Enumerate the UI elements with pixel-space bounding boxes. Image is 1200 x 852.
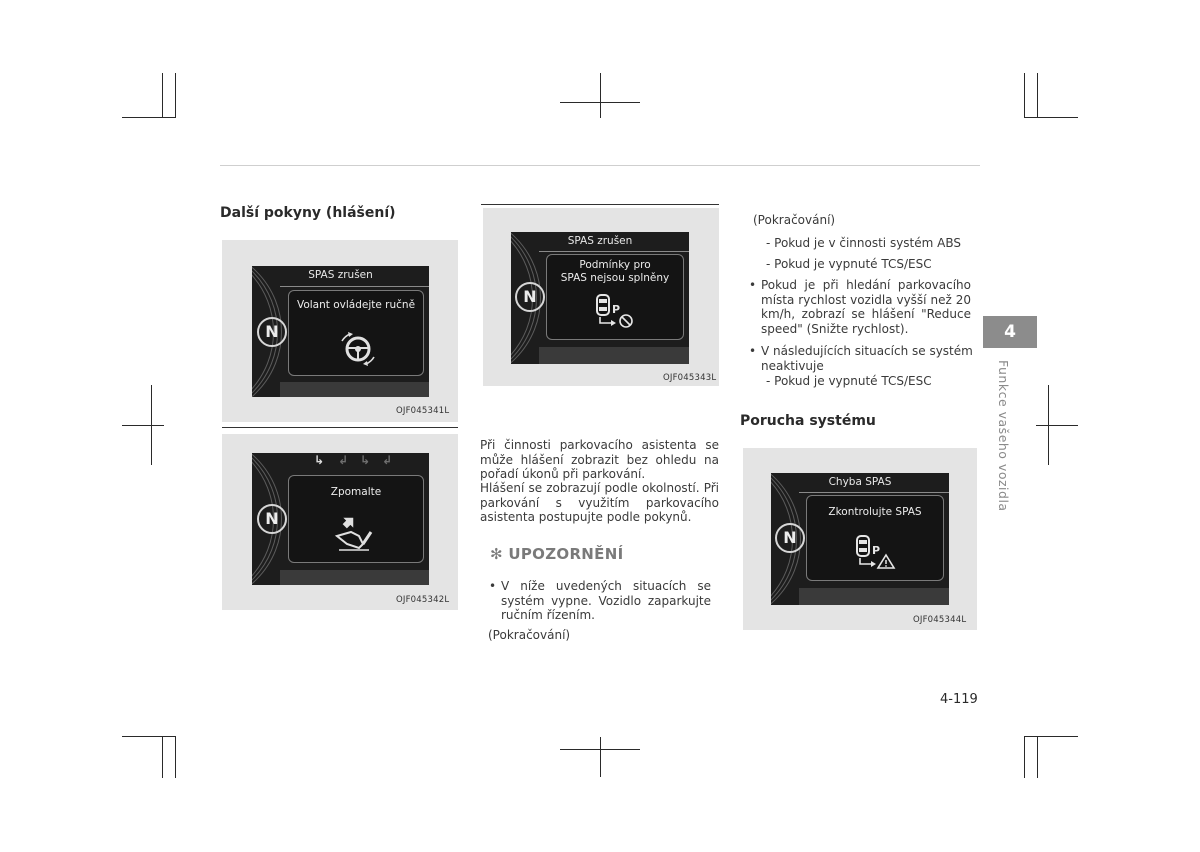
continued-note: (Pokračování) — [488, 628, 571, 642]
gear-indicator: N — [515, 282, 545, 312]
parking-prohibited-icon — [593, 293, 641, 331]
screen-message-line1: Podmínky pro — [579, 259, 651, 271]
bullet-item: V následujících situacích se systém neaktivuje — [761, 344, 973, 373]
screen-message: Zpomalte — [330, 486, 382, 498]
figure-1 — [222, 240, 458, 422]
bullet-dot: • — [489, 579, 497, 593]
screen-title: SPAS zrušen — [567, 235, 633, 247]
gear-indicator: N — [257, 317, 287, 347]
dash-item: - Pokud je vypnuté TCS/ESC — [766, 257, 932, 271]
parking-warning-icon — [853, 534, 901, 572]
figure-code: OJF045343L — [663, 373, 717, 383]
continued-note: (Pokračování) — [753, 213, 836, 227]
caution-bullet: V níže uvedených situacích se systém vypne. Vozidlo zaparkujte ručním řízením. — [501, 579, 711, 622]
figure-code: OJF045341L — [396, 406, 450, 416]
cluster-screen — [771, 473, 949, 605]
svg-text:P: P — [872, 544, 881, 557]
message-panel — [806, 495, 944, 581]
screen-title: SPAS zrušen — [308, 269, 373, 281]
cluster-screen — [511, 232, 689, 364]
bullet-dot: • — [749, 278, 757, 292]
screen-message: Volant ovládejte ručně — [296, 299, 416, 311]
figure-code: OJF045342L — [396, 595, 450, 605]
gear-indicator: N — [775, 523, 805, 553]
svg-text:P: P — [612, 303, 621, 316]
chapter-number: 4 — [983, 316, 1037, 348]
caution-title: UPOZORNĚNÍ — [508, 545, 624, 563]
caution-heading — [490, 545, 623, 563]
dash-item: - Pokud je vypnuté TCS/ESC — [766, 374, 932, 388]
gear-indicator: N — [257, 504, 287, 534]
brake-pedal-icon — [333, 514, 379, 554]
message-panel — [288, 475, 424, 563]
paragraph-1: Při činnosti parkovacího asistenta se může hlášení zobrazit bez ohledu na pořadí úkonů při parkování. — [480, 438, 719, 481]
figure-code: OJF045344L — [913, 615, 967, 625]
figure-2 — [222, 434, 458, 610]
bullet-item: Pokud je při hledání parkovacího místa rychlost vozidla vyšší než 20 km/h, zobrazí se hlášení "Reduce speed" (Snižte rychlost). — [761, 278, 971, 336]
bullet-dot: • — [749, 344, 757, 358]
arrow-step-1: ↳ — [314, 453, 325, 467]
page-number: 4-119 — [940, 692, 978, 707]
section-heading: Porucha systému — [740, 413, 876, 429]
cluster-screen — [252, 453, 429, 585]
paragraph-2: Hlášení se zobrazují podle okolností. Při parkování s využitím parkovacího asistenta postupujte podle pokynů. — [480, 481, 719, 524]
arrow-step-2: ↲ — [338, 453, 349, 467]
screen-message: Zkontrolujte SPAS — [828, 506, 922, 518]
screen-message-line2: SPAS nejsou splněny — [560, 272, 670, 284]
screen-title: Chyba SPAS — [828, 476, 892, 488]
figure-4 — [743, 448, 977, 630]
dash-item: - Pokud je v činnosti systém ABS — [766, 236, 961, 250]
chapter-title: Funkce vašeho vozidla — [996, 360, 1011, 512]
caution-symbol: ✻ — [490, 545, 503, 563]
arrow-step-4: ↲ — [382, 453, 393, 467]
figure-3 — [483, 208, 719, 386]
header-rule — [220, 165, 980, 166]
cluster-screen — [252, 266, 429, 397]
message-panel — [288, 290, 424, 376]
message-panel — [546, 254, 684, 340]
section-heading: Další pokyny (hlášení) — [220, 205, 396, 221]
steering-wheel-icon — [337, 331, 379, 367]
arrow-step-3: ↳ — [360, 453, 371, 467]
